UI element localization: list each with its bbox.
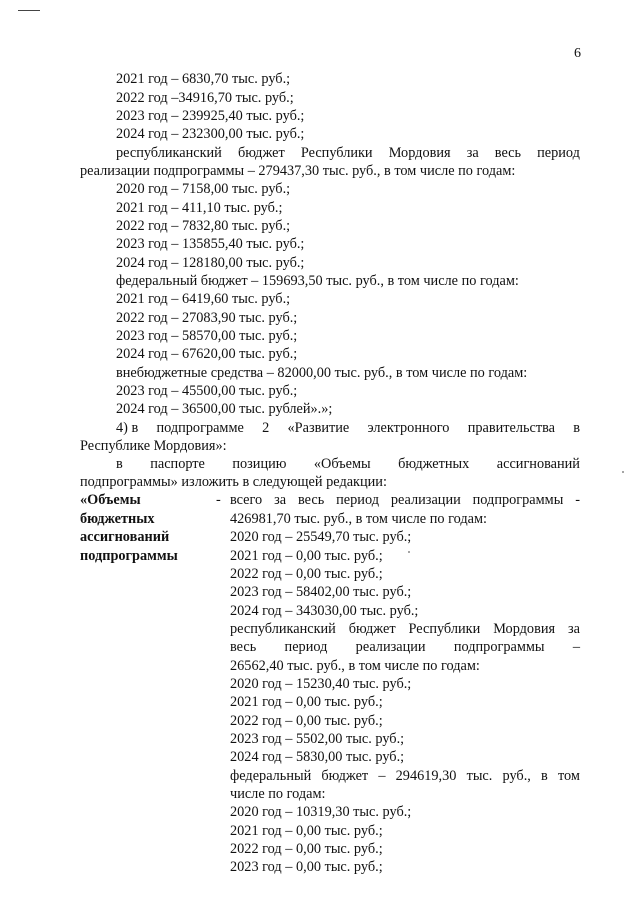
word: – [378,768,386,784]
word: 2 [262,420,270,436]
federal-year-line: 2023 год – 58570,00 тыс. руб.; [116,328,298,344]
table-label-line: бюджетных [80,511,155,527]
word: тыс. [466,768,493,784]
rep-year-line: 2024 год – 5830,00 тыс. руб.; [230,749,405,765]
word: федеральный [230,768,312,784]
republic-year-line: 2020 год – 7158,00 тыс. руб.; [116,181,291,197]
republic-year-line: 2024 год – 128180,00 тыс. руб.; [116,255,305,271]
word: в [116,456,123,472]
word: в [573,420,580,436]
extrabudget-year-line: 2023 год – 45500,00 тыс. руб.; [116,383,298,399]
word: за [466,145,479,161]
rep-line2 [230,638,580,656]
word: период [537,145,580,161]
passport-line2: подпрограммы» изложить в следующей редакции: [80,474,387,490]
federal-year-line: 2024 год – 67620,00 тыс. руб.; [116,346,298,362]
word: электронного [367,420,450,436]
word: подпрограммы [472,492,564,508]
word: реализации [390,492,461,508]
word: Республики [408,621,481,637]
word: 294619,30 [395,768,457,784]
total-year-line: 2024 год – 343030,00 тыс. руб.; [230,603,419,619]
total-year-line: 2021 год – 0,00 тыс. руб.; [230,548,383,564]
word: в [541,768,548,784]
word: реализации [355,639,426,655]
total-year-line: 2023 год – 58402,00 тыс. руб.; [230,584,412,600]
fed-line1 [230,767,580,785]
word: – [572,639,580,655]
rep-year-line: 2023 год – 5502,00 тыс. руб.; [230,731,405,747]
word: весь [494,145,522,161]
federal-year-line: 2022 год – 27083,90 тыс. руб.; [116,310,298,326]
republic-year-line: 2021 год – 411,10 тыс. руб.; [116,200,283,216]
word: всего [230,492,263,508]
federal-year-line: 2021 год – 6419,60 тыс. руб.; [116,291,291,307]
table-label-line: «Объемы [80,492,141,508]
item4-line1 [116,419,580,437]
word: том [557,768,580,784]
word: период [336,492,379,508]
word: подпрограмме [156,420,244,436]
word: правительства [467,420,555,436]
word: республиканский [230,621,336,637]
word: бюджет [348,621,396,637]
word: весь [230,639,257,655]
total-year-line: 2022 год – 0,00 тыс. руб.; [230,566,383,582]
republic-paragraph-line1 [116,144,580,162]
fed-year-line: 2022 год – 0,00 тыс. руб.; [230,841,383,857]
word: позицию [232,456,287,472]
table-label-line: ассигнований [80,529,170,545]
top-year-line: 2023 год – 239925,40 тыс. руб.; [116,108,305,124]
word: республиканский [116,145,222,161]
top-year-line: 2024 год – 232300,00 тыс. руб.; [116,126,305,142]
total-year-line: 2020 год – 25549,70 тыс. руб.; [230,529,412,545]
passport-line1 [116,455,580,473]
word: «Развитие [287,420,350,436]
fed-year-line: 2021 год – 0,00 тыс. руб.; [230,823,383,839]
word: бюджет [321,768,369,784]
word: бюджетных [398,456,470,472]
extrabudget-year-line: 2024 год – 36500,00 тыс. рублей».»; [116,401,333,417]
top-year-line: 2021 год – 6830,70 тыс. руб.; [116,71,291,87]
republic-year-line: 2023 год – 135855,40 тыс. руб.; [116,236,305,252]
total-line2: 426981,70 тыс. руб., в том числе по годам: [230,511,487,527]
word: подпрограммы [453,639,545,655]
republic-year-line: 2022 год – 7832,80 тыс. руб.; [116,218,291,234]
rep-year-line: 2021 год – 0,00 тыс. руб.; [230,694,383,710]
word: Мордовия [388,145,451,161]
rep-line1 [230,620,580,638]
word: «Объемы [313,456,371,472]
word: руб., [502,768,531,784]
top-year-line: 2022 год –34916,70 тыс. руб.; [116,90,294,106]
word: 4) в [116,420,139,436]
fed-year-line: 2023 год – 0,00 тыс. руб.; [230,859,383,875]
fed-line2: числе по годам: [230,786,326,802]
word: за [568,621,580,637]
item4-line2: Республике Мордовия»: [80,438,227,454]
table-label-line: подпрограммы [80,548,178,564]
scan-edge-mark [18,10,40,11]
word: - [575,492,580,508]
table-separator-dash: - [216,492,221,508]
word: весь [298,492,325,508]
page-number: 6 [574,46,581,61]
republic-paragraph-line2: реализации подпрограммы – 279437,30 тыс. руб., в том числе по годам: [80,163,516,179]
word: ассигнований [496,456,580,472]
word: бюджет [237,145,285,161]
word: за [274,492,287,508]
word: паспорте [150,456,205,472]
extrabudget-line: внебюджетные средства – 82000,00 тыс. руб., в том числе по годам: [116,365,528,381]
word: период [284,639,328,655]
scan-speck [408,551,410,553]
rep-line3: 26562,40 тыс. руб., в том числе по годам: [230,658,480,674]
fed-year-line: 2020 год – 10319,30 тыс. руб.; [230,804,412,820]
rep-year-line: 2022 год – 0,00 тыс. руб.; [230,713,383,729]
word: Республики [300,145,373,161]
scan-speck [622,471,624,473]
word: Мордовия [493,621,556,637]
rep-year-line: 2020 год – 15230,40 тыс. руб.; [230,676,412,692]
federal-line: федеральный бюджет – 159693,50 тыс. руб., в том числе по годам: [116,273,519,289]
total-line1 [230,491,580,509]
